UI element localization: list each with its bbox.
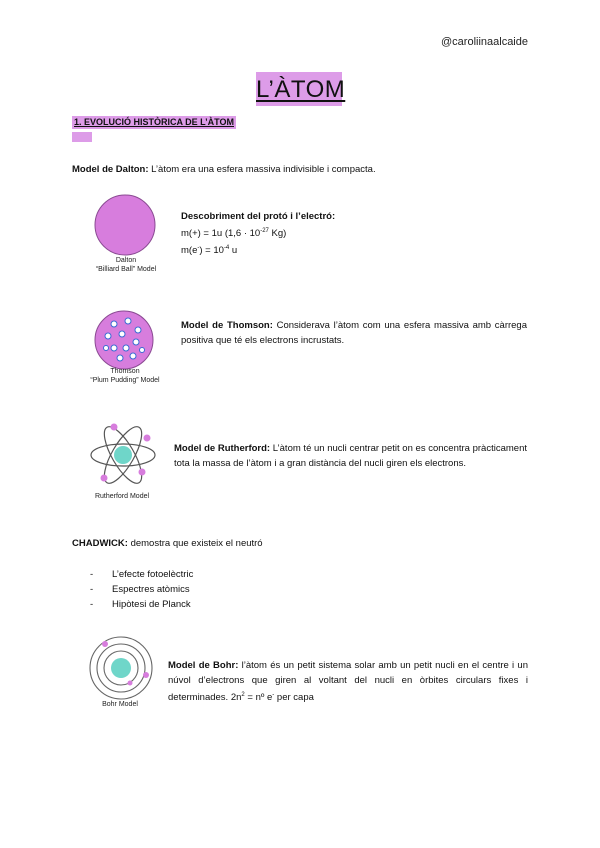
thomson-caption-name: Thomson xyxy=(110,368,140,375)
dalton-caption xyxy=(76,256,176,274)
section-highlight-small xyxy=(72,132,92,142)
thomson-plum-pudding-icon xyxy=(92,308,156,372)
section-heading: 1. EVOLUCIÓ HISTÒRICA DE L’ÀTOM xyxy=(74,117,235,127)
discoveries-list xyxy=(90,567,390,612)
bohr-label: Model de Bohr: xyxy=(168,660,239,671)
chadwick-paragraph xyxy=(72,536,532,551)
thomson-text: Considerava l’àtom com una esfera massiva amb càrrega positiva que té els electrons incrustats. xyxy=(181,320,527,346)
chadwick-label: CHADWICK: xyxy=(72,538,128,549)
rutherford-atom-icon xyxy=(84,418,162,492)
rutherford-paragraph xyxy=(174,441,527,471)
thomson-label: Model de Thomson: xyxy=(181,320,273,331)
dalton-caption-name: Dalton xyxy=(115,257,137,264)
rutherford-caption: Rutherford Model xyxy=(94,493,150,500)
dalton-label: Model de Dalton: xyxy=(72,164,149,175)
dalton-sphere-icon xyxy=(92,192,158,258)
electron-mass: $m(e^-) = 10^{-4}$ u xyxy=(181,245,238,257)
discovery-block xyxy=(181,209,511,258)
thomson-caption xyxy=(72,367,178,385)
discovery-title: Descobriment del protó i l’electró: xyxy=(181,211,336,222)
list-item: - Espectres atòmics xyxy=(90,582,390,597)
bohr-atom-icon xyxy=(86,633,156,703)
bohr-text: l’àtom és un petit sistema solar amb un petit nucli en el centre i un núvol d’electrons que giren al voltant del nucli en òrbites circulars fixes i determinades. xyxy=(168,660,528,704)
thomson-paragraph xyxy=(181,318,527,348)
author-handle: @caroliinaalcaide xyxy=(441,36,528,48)
thomson-caption-model: “Plum Pudding” Model xyxy=(90,377,160,384)
page-title: L’ÀTOM xyxy=(256,76,346,103)
list-item: - L’efecte fotoelèctric xyxy=(90,567,390,582)
rutherford-text: L’àtom té un nucli centrar petit on es concentra pràcticament tota la massa de l’àtom i a gran distància del nucli giren els electrons. xyxy=(174,443,527,469)
dalton-caption-model: “Billiard Ball” Model xyxy=(95,266,157,273)
bohr-caption: Bohr Model xyxy=(102,701,138,708)
rutherford-label: Model de Rutherford: xyxy=(174,443,271,454)
chadwick-text: demostra que existeix el neutró xyxy=(127,538,263,549)
dalton-paragraph xyxy=(72,162,532,177)
proton-mass: m(+) = 1u ($1,6 \cdot 10^{-27}$ Kg) xyxy=(181,228,287,240)
list-item: - Hipòtesi de Planck xyxy=(90,597,390,612)
dalton-text: L’àtom era una esfera massiva indivisible i compacta. xyxy=(148,164,376,175)
bohr-paragraph xyxy=(168,658,528,705)
bohr-formula: $2n^2$ = nº e- per capa xyxy=(228,692,314,704)
